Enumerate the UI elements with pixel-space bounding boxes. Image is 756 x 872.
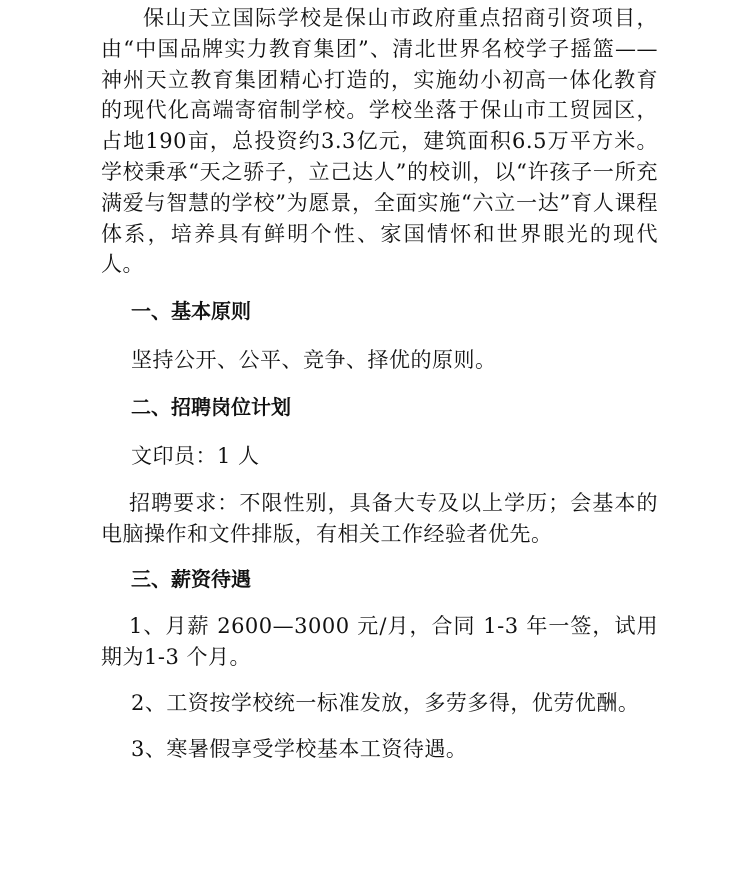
salary-item-1: 1、月薪 2600—3000 元/月，合同 1-3 年一签，试用期为1-3 个月。: [101, 614, 658, 670]
heading-basic-principles: 一、基本原则: [131, 299, 251, 324]
salary-item-3: 3、寒暑假享受学校基本工资待遇。: [131, 737, 468, 762]
intro-paragraph: 保山天立国际学校是保山市政府重点招商引资项目，由“中国品牌实力教育集团”、清北世界名校学子摇篮——神州天立教育集团精心打造的，实施幼小初高一体化教育的现代化高端寄宿制学校。学校坐落于保山市工贸园区，占地190亩，总投资约3.3亿元，建筑面积6.5万平方米。学校秉承“天之骄子，立己达人”的校训，以“许孩子一所充满爱与智慧的学校”为愿景，全面实施“六立一达”育人课程体系，培养具有鲜明个性、家国情怀和世界眼光的现代人。: [101, 6, 658, 277]
section-basic-principles: [103, 296, 658, 376]
document-body: [103, 0, 658, 765]
requirements-text: 招聘要求：不限性别，具备大专及以上学历；会基本的电脑操作和文件排版，有相关工作经验者优先。: [101, 491, 658, 547]
heading-salary-benefits: 三、薪资待遇: [131, 567, 251, 592]
salary-item-2: 2、工资按学校统一标准发放，多劳多得，优劳优酬。: [131, 691, 640, 716]
section-recruitment-plan: [103, 392, 658, 550]
heading-recruitment-plan: 二、招聘岗位计划: [131, 395, 291, 420]
section-salary-benefits: [103, 564, 658, 765]
principle-text: 坚持公开、公平、竞争、择优的原则。: [131, 348, 497, 373]
position-text: 文印员：1 人: [131, 444, 260, 469]
